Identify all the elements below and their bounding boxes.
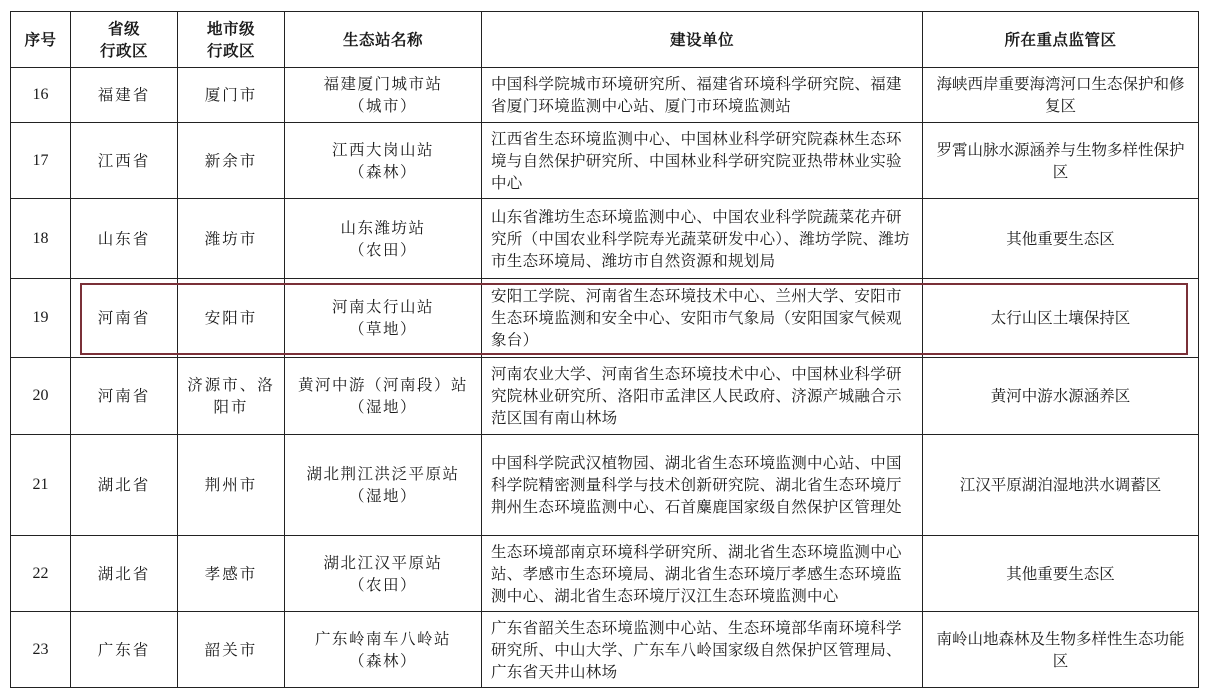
cell-province: 江西省 bbox=[71, 123, 178, 199]
header-seq-label: 序号 bbox=[24, 30, 57, 49]
table-header-row bbox=[11, 12, 1199, 68]
header-province bbox=[71, 12, 178, 68]
cell-city: 新余市 bbox=[178, 123, 285, 199]
cell-city: 孝感市 bbox=[178, 536, 285, 612]
cell-zone: 其他重要生态区 bbox=[923, 199, 1199, 279]
table-row bbox=[11, 123, 1199, 199]
cell-province: 湖北省 bbox=[71, 435, 178, 536]
cell-station bbox=[285, 536, 482, 612]
header-station-name bbox=[285, 12, 482, 68]
cell-zone: 其他重要生态区 bbox=[923, 536, 1199, 612]
cell-seq: 18 bbox=[11, 199, 71, 279]
cell-station bbox=[285, 123, 482, 199]
station-type: （森林） bbox=[348, 651, 417, 670]
station-name: 江西大岗山站 bbox=[331, 140, 434, 159]
station-type: （草地） bbox=[348, 320, 417, 338]
cell-seq: 19 bbox=[11, 279, 71, 358]
cell-station bbox=[285, 435, 482, 536]
cell-province: 广东省 bbox=[71, 612, 178, 688]
cell-city: 潍坊市 bbox=[178, 199, 285, 279]
header-station-name-label: 生态站名称 bbox=[342, 30, 423, 49]
cell-units: 安阳工学院、河南省生态环境技术中心、兰州大学、安阳市生态环境监测和安全中心、安阳市气象局（安阳国家气候观象台） bbox=[482, 279, 923, 358]
table-row bbox=[11, 358, 1199, 435]
cell-province: 湖北省 bbox=[71, 536, 178, 612]
cell-seq: 17 bbox=[11, 123, 71, 199]
cell-seq: 22 bbox=[11, 536, 71, 612]
station-type: （城市） bbox=[348, 97, 417, 115]
cell-units: 山东省潍坊生态环境监测中心、中国农业科学院蔬菜花卉研究所（中国农业科学院寿光蔬菜研发中心）、潍坊学院、潍坊市生态环境局、潍坊市自然资源和规划局 bbox=[482, 199, 923, 279]
header-key-zone-label: 所在重点监管区 bbox=[1004, 30, 1117, 49]
station-name: 广东岭南车八岭站 bbox=[314, 629, 451, 648]
cell-units: 江西省生态环境监测中心、中国林业科学研究院森林生态环境与自然保护研究所、中国林业科学研究院亚热带林业实验中心 bbox=[482, 123, 923, 199]
station-name: 山东潍坊站 bbox=[340, 218, 426, 237]
header-key-zone bbox=[923, 12, 1199, 68]
cell-zone: 海峡西岸重要海湾河口生态保护和修复区 bbox=[923, 68, 1199, 123]
cell-zone: 江汉平原湖泊湿地洪水调蓄区 bbox=[923, 435, 1199, 536]
cell-city: 厦门市 bbox=[178, 68, 285, 123]
station-name: 河南太行山站 bbox=[331, 298, 434, 316]
cell-station bbox=[285, 199, 482, 279]
table-row bbox=[11, 199, 1199, 279]
cell-station bbox=[285, 612, 482, 688]
header-construction-units-label: 建设单位 bbox=[669, 30, 734, 49]
station-type: （湿地） bbox=[348, 398, 417, 416]
station-type: （农田） bbox=[348, 575, 417, 594]
cell-city: 安阳市 bbox=[178, 279, 285, 358]
cell-zone: 罗霄山脉水源涵养与生物多样性保护区 bbox=[923, 123, 1199, 199]
table-row bbox=[11, 435, 1199, 536]
cell-units: 生态环境部南京环境科学研究所、湖北省生态环境监测中心站、孝感市生态环境局、湖北省生态环境厅孝感生态环境监测中心、湖北省生态环境厅汉江生态环境监测中心 bbox=[482, 536, 923, 612]
cell-units: 中国科学院城市环境研究所、福建省环境科学研究院、福建省厦门环境监测中心站、厦门市环境监测站 bbox=[482, 68, 923, 123]
station-name: 湖北江汉平原站 bbox=[323, 553, 443, 572]
cell-seq: 16 bbox=[11, 68, 71, 123]
ecological-station-table bbox=[10, 11, 1199, 688]
cell-units: 河南农业大学、河南省生态环境技术中心、中国林业科学研究院林业研究所、洛阳市孟津区人民政府、济源产城融合示范区国有南山林场 bbox=[482, 358, 923, 435]
cell-units: 广东省韶关生态环境监测中心站、生态环境部华南环境科学研究所、中山大学、广东车八岭国家级自然保护区管理局、广东省天井山林场 bbox=[482, 612, 923, 688]
station-name: 湖北荆江洪泛平原站 bbox=[306, 465, 460, 483]
header-city-line2: 行政区 bbox=[206, 41, 255, 60]
header-province-line1: 省级 bbox=[107, 19, 140, 38]
table-row-highlighted bbox=[11, 279, 1199, 358]
cell-city: 荆州市 bbox=[178, 435, 285, 536]
cell-zone: 南岭山地森林及生物多样性生态功能区 bbox=[923, 612, 1199, 688]
table-row bbox=[11, 536, 1199, 612]
cell-seq: 23 bbox=[11, 612, 71, 688]
station-type: （森林） bbox=[348, 162, 417, 181]
station-name: 黄河中游（河南段）站 bbox=[297, 376, 468, 394]
cell-province: 山东省 bbox=[71, 199, 178, 279]
cell-station bbox=[285, 279, 482, 358]
station-name: 福建厦门城市站 bbox=[323, 75, 443, 93]
header-seq bbox=[11, 12, 71, 68]
header-city-line1: 地市级 bbox=[206, 19, 255, 38]
cell-city: 韶关市 bbox=[178, 612, 285, 688]
cell-seq: 21 bbox=[11, 435, 71, 536]
table-row bbox=[11, 612, 1199, 688]
cell-units: 中国科学院武汉植物园、湖北省生态环境监测中心站、中国科学院精密测量科学与技术创新研究院、湖北省生态环境厅荆州生态环境监测中心、石首麋鹿国家级自然保护区管理处 bbox=[482, 435, 923, 536]
cell-seq: 20 bbox=[11, 358, 71, 435]
cell-city: 济源市、洛阳市 bbox=[178, 358, 285, 435]
header-construction-units bbox=[482, 12, 923, 68]
station-type: （湿地） bbox=[348, 487, 417, 505]
cell-zone: 黄河中游水源涵养区 bbox=[923, 358, 1199, 435]
cell-province: 福建省 bbox=[71, 68, 178, 123]
header-city bbox=[178, 12, 285, 68]
cell-zone: 太行山区土壤保持区 bbox=[923, 279, 1199, 358]
table-row bbox=[11, 68, 1199, 123]
station-type: （农田） bbox=[348, 240, 417, 259]
cell-province: 河南省 bbox=[71, 279, 178, 358]
cell-province: 河南省 bbox=[71, 358, 178, 435]
cell-station bbox=[285, 358, 482, 435]
cell-station bbox=[285, 68, 482, 123]
header-province-line2: 行政区 bbox=[99, 41, 148, 60]
